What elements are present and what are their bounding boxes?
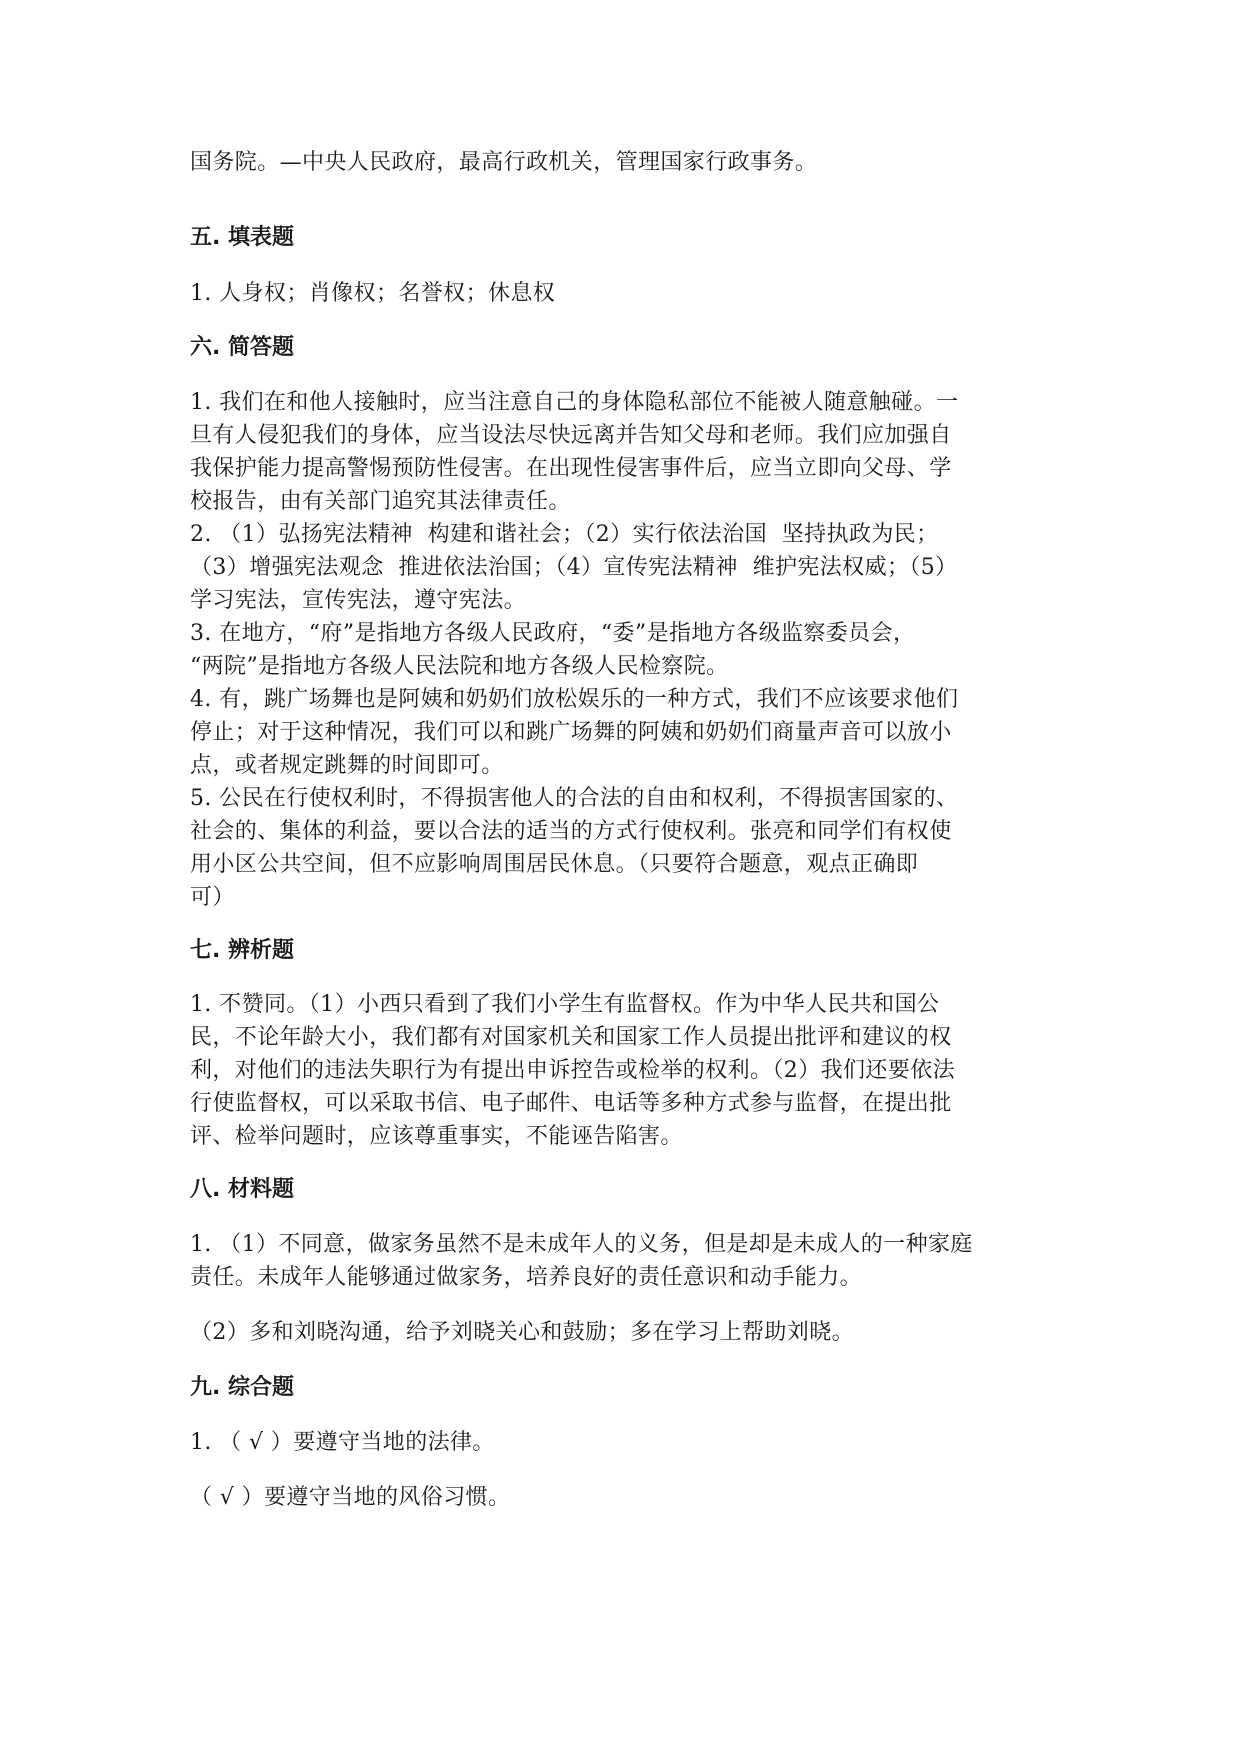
s6-line: 2. （1）弘扬宪法精神 构建和谐社会；（2）实行依法治国 坚持执政为民； [190,522,939,547]
section-7-heading: 七. 辨析题 [190,938,295,963]
s8-line: 责任。未成年人能够通过做家务，培养良好的责任意识和动手能力。 [190,1265,863,1290]
section-8-body [190,1228,1070,1294]
s6-line: 停止；对于这种情况，我们可以和跳广场舞的阿姨和奶奶们商量声音可以放小 [190,720,952,745]
s8-line: 1. （1）不同意，做家务虽然不是未成年人的义务，但是却是未成人的一种家庭 [190,1232,973,1257]
s6-line: 1. 我们在和他人接触时，应当注意自己的身体隐私部位不能被人随意触碰。一 [190,390,959,415]
s7-line: 1. 不赞同。（1）小西只看到了我们小学生有监督权。作为中华人民共和国公 [190,992,940,1017]
s7-line: 行使监督权，可以采取书信、电子邮件、电话等多种方式参与监督，在提出批 [190,1091,952,1116]
section-9-item-2: （ √ ）要遵守当地的风俗习惯。 [190,1485,511,1510]
s6-line: （3）增强宪法观念 推进依法治国；（4）宣传宪法精神 维护宪法权威；（5） [190,555,958,580]
s6-line: 用小区公共空间，但不应影响周围居民休息。（只要符合题意，观点正确即 [190,852,919,877]
section-5-item-1: 1. 人身权；肖像权；名誉权；休息权 [190,281,556,306]
section-8-heading: 八. 材料题 [190,1177,295,1202]
s6-line: 校报告，由有关部门追究其法律责任。 [190,489,571,514]
s6-line: 4. 有，跳广场舞也是阿姨和奶奶们放松娱乐的一种方式，我们不应该要求他们 [190,687,959,712]
section-6-heading: 六. 简答题 [190,335,295,360]
s6-line: “两院”是指地方各级人民法院和地方各级人民检察院。 [190,654,729,679]
s6-line: 5. 公民在行使权利时，不得损害他人的合法的自由和权利，不得损害国家的、 [190,786,959,811]
s6-line: 点，或者规定跳舞的时间即可。 [190,753,504,778]
section-5-heading: 五. 填表题 [190,225,295,250]
s6-line: 学习宪法，宣传宪法，遵守宪法。 [190,588,527,613]
s6-line: 3. 在地方，“府”是指地方各级人民政府，“委”是指地方各级监察委员会， [190,621,916,646]
s7-line: 利，对他们的违法失职行为有提出申诉控告或检举的权利。（2）我们还要依法 [190,1058,955,1083]
s6-line: 可） [190,885,235,910]
section-9-item-1: 1. （ √ ）要遵守当地的法律。 [190,1430,495,1455]
s6-line: 旦有人侵犯我们的身体，应当设法尽快远离并告知父母和老师。我们应加强自 [190,423,952,448]
document-page [190,146,1070,1514]
s6-line: 社会的、集体的利益，要以合法的适当的方式行使权利。张亮和同学们有权使 [190,819,952,844]
s6-line: 我保护能力提高警惕预防性侵害。在出现性侵害事件后，应当立即向父母、学 [190,456,952,481]
s7-line: 评、检举问题时，应该尊重事实，不能诬告陷害。 [190,1124,683,1149]
section-7-body [190,988,1070,1153]
section-8-part-2: （2）多和刘晓沟通，给予刘晓关心和鼓励；多在学习上帮助刘晓。 [190,1320,854,1345]
top-line: 国务院。—中央人民政府，最高行政机关，管理国家行政事务。 [190,150,818,175]
section-6-body [190,386,1070,914]
section-9-heading: 九. 综合题 [190,1375,295,1400]
s7-line: 民，不论年龄大小，我们都有对国家机关和国家工作人员提出批评和建议的权 [190,1025,952,1050]
